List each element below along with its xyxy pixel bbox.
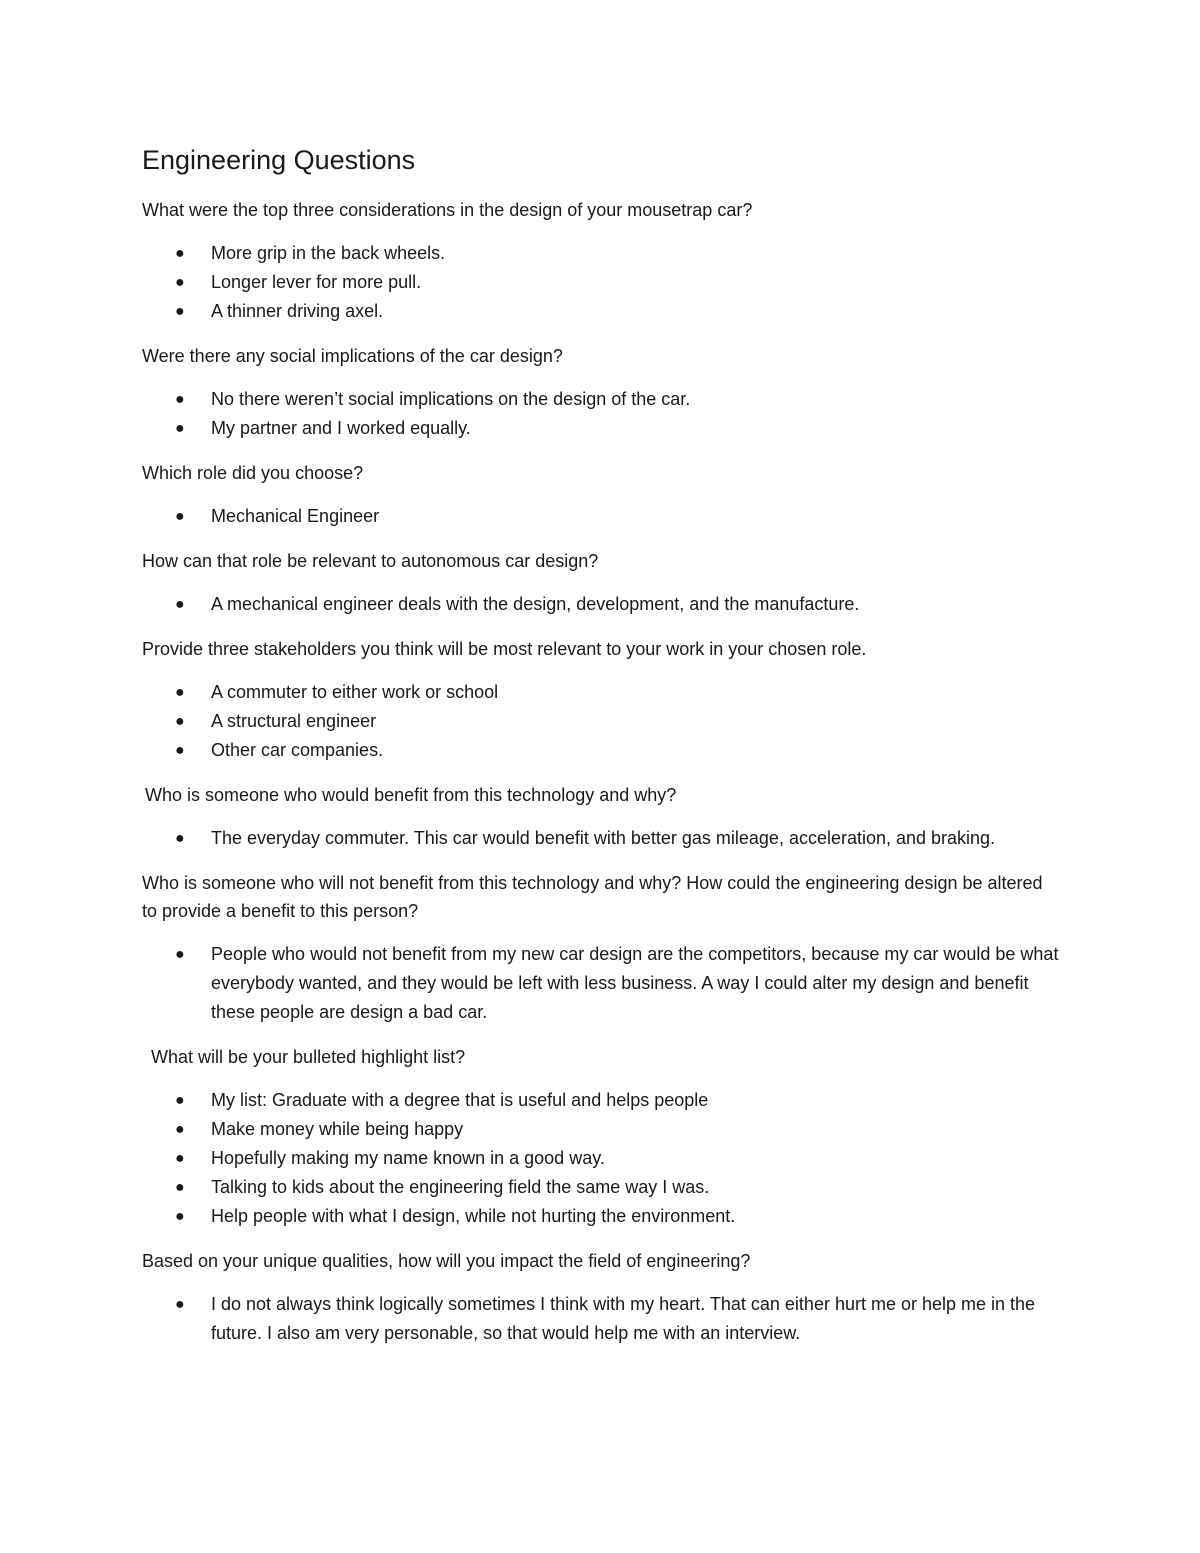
answer-list	[142, 590, 1062, 619]
answer-text: Help people with what I design, while not hurting the environment.	[211, 1206, 736, 1226]
bullet-icon: ●	[175, 1296, 185, 1313]
document-page	[142, 140, 1062, 1364]
section-social-implications	[142, 342, 1062, 443]
answer-text: Make money while being happy	[211, 1119, 464, 1139]
answer-list	[142, 385, 1062, 443]
answer-text: The everyday commuter. This car would benefit with better gas mileage, acceleration, and braking.	[211, 828, 996, 848]
section-role	[142, 459, 1062, 531]
answer-text: Mechanical Engineer	[211, 506, 380, 526]
question-text: Were there any social implications of the car design?	[142, 346, 563, 366]
question-text: What were the top three considerations in the design of your mousetrap car?	[142, 200, 753, 220]
bullet-icon: ●	[175, 742, 185, 759]
question-text: How can that role be relevant to autonomous car design?	[142, 551, 599, 571]
answer-list	[142, 824, 1062, 853]
bullet-icon: ●	[175, 391, 185, 408]
answer-item	[142, 268, 1062, 297]
answer-item	[142, 940, 1062, 1027]
section-non-beneficiary	[142, 869, 1062, 1027]
answer-item	[142, 1144, 1062, 1173]
answer-item	[142, 590, 1062, 619]
answer-text: Other car companies.	[211, 740, 384, 760]
answer-list	[142, 1290, 1062, 1348]
answer-text: A thinner driving axel.	[211, 301, 384, 321]
bullet-icon: ●	[175, 684, 185, 701]
answer-item	[142, 1290, 1062, 1348]
answer-list	[142, 678, 1062, 765]
section-considerations	[142, 196, 1062, 326]
section-stakeholders	[142, 635, 1062, 765]
answer-item	[142, 707, 1062, 736]
bullet-icon: ●	[175, 1150, 185, 1167]
bullet-icon: ●	[175, 1121, 185, 1138]
section-role-relevance	[142, 547, 1062, 619]
answer-item	[142, 1202, 1062, 1231]
bullet-icon: ●	[175, 1092, 185, 1109]
answer-item	[142, 678, 1062, 707]
answer-item	[142, 239, 1062, 268]
question-text: What will be your bulleted highlight list?	[151, 1047, 466, 1067]
answer-text: My list: Graduate with a degree that is useful and helps people	[211, 1090, 709, 1110]
bullet-icon: ●	[175, 1179, 185, 1196]
answer-text: More grip in the back wheels.	[211, 243, 446, 263]
answer-item	[142, 1115, 1062, 1144]
question-text: Who is someone who will not benefit from this technology and why? How could the engineering design be altered to provide a benefit to this person?	[142, 873, 1043, 921]
bullet-icon: ●	[175, 303, 185, 320]
answer-text: People who would not benefit from my new car design are the competitors, because my car would be what everybody wanted, and they would be left with less business. A way I could alter my design and benefit these people are design a bad car.	[211, 944, 1059, 1022]
answer-list	[142, 1086, 1062, 1231]
bullet-icon: ●	[175, 1208, 185, 1225]
bullet-icon: ●	[175, 946, 185, 963]
answer-item	[142, 1173, 1062, 1202]
section-beneficiary	[142, 781, 1062, 853]
answer-list	[142, 239, 1062, 326]
answer-item	[142, 297, 1062, 326]
answer-text: Talking to kids about the engineering field the same way I was.	[211, 1177, 710, 1197]
bullet-icon: ●	[175, 830, 185, 847]
question-text: Provide three stakeholders you think will be most relevant to your work in your chosen role.	[142, 639, 867, 659]
section-impact	[142, 1247, 1062, 1348]
bullet-icon: ●	[175, 508, 185, 525]
answer-list	[142, 940, 1062, 1027]
answer-item	[142, 502, 1062, 531]
bullet-icon: ●	[175, 713, 185, 730]
answer-item	[142, 414, 1062, 443]
answer-text: A mechanical engineer deals with the design, development, and the manufacture.	[211, 594, 860, 614]
bullet-icon: ●	[175, 245, 185, 262]
document-title: Engineering Questions	[142, 145, 416, 175]
answer-text: Hopefully making my name known in a good way.	[211, 1148, 605, 1168]
question-text: Which role did you choose?	[142, 463, 364, 483]
answer-text: Longer lever for more pull.	[211, 272, 422, 292]
answer-text: My partner and I worked equally.	[211, 418, 471, 438]
answer-text: A structural engineer	[211, 711, 377, 731]
answer-text: I do not always think logically sometimes I think with my heart. That can either hurt me or help me in the future. I also am very personable, so that would help me with an interview.	[211, 1294, 1036, 1343]
answer-text: No there weren’t social implications on the design of the car.	[211, 389, 691, 409]
bullet-icon: ●	[175, 420, 185, 437]
answer-item	[142, 824, 1062, 853]
answer-list	[142, 502, 1062, 531]
answer-item	[142, 736, 1062, 765]
bullet-icon: ●	[175, 274, 185, 291]
bullet-icon: ●	[175, 596, 185, 613]
section-highlight-list	[142, 1043, 1062, 1231]
answer-item	[142, 385, 1062, 414]
question-text: Based on your unique qualities, how will you impact the field of engineering?	[142, 1251, 751, 1271]
answer-item	[142, 1086, 1062, 1115]
question-text: Who is someone who would benefit from this technology and why?	[145, 785, 677, 805]
answer-text: A commuter to either work or school	[211, 682, 499, 702]
